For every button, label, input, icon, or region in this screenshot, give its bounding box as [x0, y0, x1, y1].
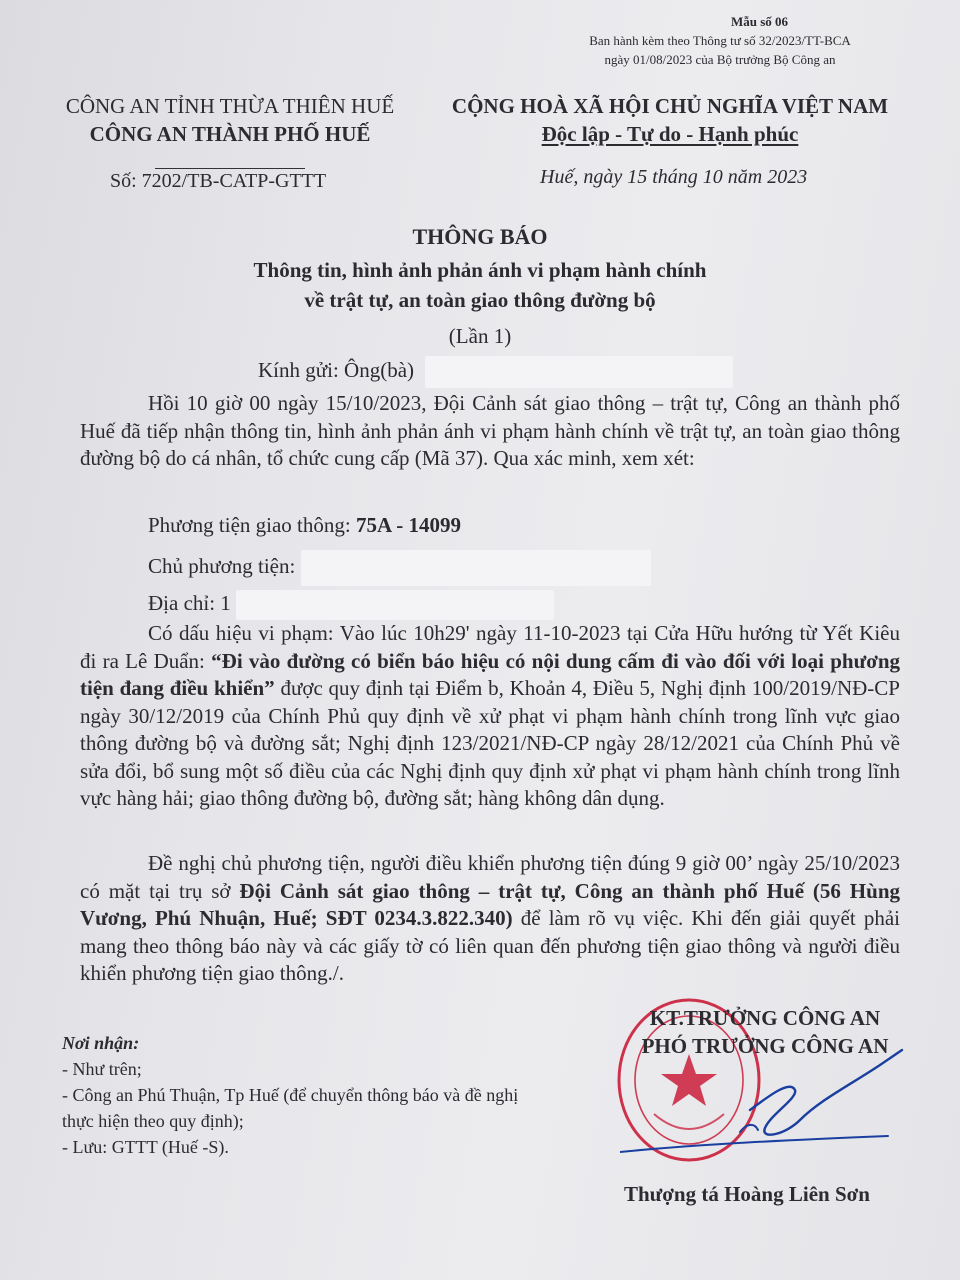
state-header — [430, 92, 910, 148]
recipient-item: - Như trên; — [62, 1059, 142, 1079]
signer-name: Thượng tá Hoàng Liên Sơn — [624, 1182, 870, 1206]
document-subtitle-2: về trật tự, an toàn giao thông đường bộ — [304, 288, 656, 312]
vehicle-plate-line — [148, 512, 461, 539]
violation-legal-basis: được quy định tại Điểm b, Khoản 4, Điều 5, Nghị định 100/2019/NĐ-CP ngày 30/12/2019 của Chính Phủ quy định về xử phạt vi phạm hành chính trong lĩnh vực giao thông đường bộ và đường sắt; Nghị định 123/2021/NĐ-CP ngày 28/12/2021 của Chính Phủ về sửa đổi, bổ sung một số điều của các Nghị định quy định xử phạt vi phạm hành chính trong lĩnh vực hàng hải; giao thông đường bộ, đường sắt; hàng không dân dụng. — [80, 676, 900, 810]
request-rest: để làm rõ vụ việc. Khi đến giải quyết phải mang theo thông báo này và các giấy tờ có liên quan đến phương tiện giao thông và người điều khiển phương tiện giao thông./. — [80, 906, 900, 985]
vehicle-address-line — [148, 590, 554, 620]
vehicle-owner-line — [148, 550, 651, 586]
state-name: CỘNG HOÀ XÃ HỘI CHỦ NGHĨA VIỆT NAM — [451, 94, 889, 118]
form-issued-date: ngày 01/08/2023 của Bộ trưởng Bộ Công an — [604, 52, 836, 67]
redacted-owner — [301, 550, 651, 586]
vehicle-address-label: Địa chỉ: 1 — [148, 591, 231, 615]
redacted-address — [236, 590, 554, 620]
request-paragraph — [80, 850, 900, 988]
recipients-heading: Nơi nhận: — [62, 1033, 140, 1053]
request-lead: Đề nghị chủ phương tiện, người điều khiển phương tiện đúng 9 giờ 00’ ngày 25/10/2023 có mặt tại trụ sở — [80, 851, 900, 903]
vehicle-plate-label: Phương tiện giao thông: — [148, 513, 356, 537]
intro-paragraph: Hồi 10 giờ 00 ngày 15/10/2023, Đội Cảnh sát giao thông – trật tự, Công an thành phố Huế đã tiếp nhận thông tin, hình ảnh phản ánh vi phạm hành chính về trật tự, an toàn giao thông đường bộ do cá nhân, tổ chức cung cấp (Mã 37). Qua xác minh, xem xét: — [80, 391, 900, 470]
form-issued-with: Ban hành kèm theo Thông tư số 32/2023/TT-BCA — [589, 33, 851, 48]
handwritten-signature — [620, 1040, 910, 1170]
document-number: Số: 7202/TB-CATP-GTTT — [110, 170, 327, 192]
signature-title-line2: PHÓ TRƯỞNG CÔNG AN — [641, 1034, 889, 1058]
signature-title-line1: KT.TRƯỞNG CÔNG AN — [649, 1006, 881, 1030]
vehicle-owner-label: Chủ phương tiện: — [148, 553, 301, 578]
notice-iteration: (Lần 1) — [448, 324, 512, 348]
addressee-label: Kính gửi: Ông(bà) — [258, 357, 415, 382]
agency-underline — [155, 168, 305, 169]
agency-parent: CÔNG AN TỈNH THỪA THIÊN HUẾ — [65, 94, 395, 118]
agency-header — [40, 92, 420, 176]
violation-paragraph — [80, 620, 900, 813]
addressee-line — [258, 356, 733, 388]
state-motto: Độc lập - Tự do - Hạnh phúc — [541, 122, 799, 146]
violation-lead: Có dấu hiệu vi phạm: Vào lúc 10h29' ngày 11-10-2023 tại Cửa Hữu hướng từ Yết Kiêu đi ra Lê Duẩn: — [80, 621, 900, 673]
request-office: Đội Cảnh sát giao thông – trật tự, Công an thành phố Huế (56 Hùng Vương, Phú Nhuận, Huế; SĐT 0234.3.822.340) — [80, 878, 901, 930]
recipient-item: - Lưu: GTTT (Huế -S). — [62, 1137, 229, 1157]
vehicle-plate: 75A - 14099 — [355, 513, 461, 537]
redacted-name — [425, 356, 733, 388]
form-reference — [560, 12, 880, 69]
form-number: Mẫu số 06 — [730, 14, 788, 29]
recipient-item: - Công an Phú Thuận, Tp Huế (để chuyển thông báo và đề nghị thực hiện theo quy định); — [62, 1085, 519, 1131]
document-subtitle-1: Thông tin, hình ảnh phản ánh vi phạm hành chính — [253, 258, 707, 282]
date-line: Huế, ngày 15 tháng 10 năm 2023 — [540, 166, 808, 188]
violation-quote: “Đi vào đường có biển báo hiệu có nội dung cấm đi vào đối với loại phương tiện đang điều khiển” — [80, 648, 900, 700]
document-title: THÔNG BÁO — [412, 224, 548, 249]
recipients-block — [62, 1030, 532, 1160]
agency-name: CÔNG AN THÀNH PHỐ HUẾ — [89, 122, 371, 146]
